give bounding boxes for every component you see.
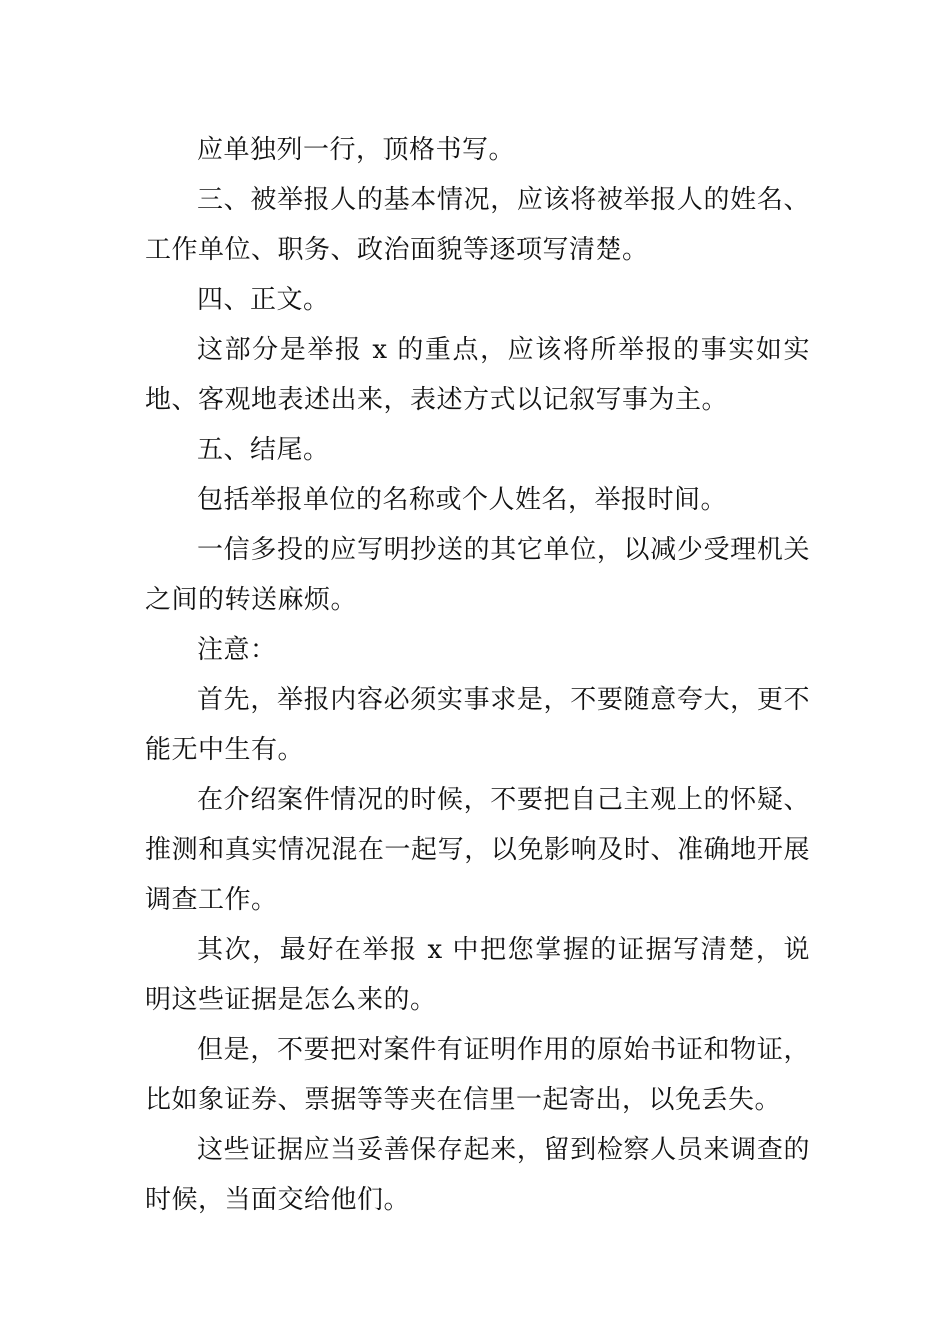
paragraph: 包括举报单位的名称或个人姓名，举报时间。 <box>197 485 728 515</box>
section-heading: 五、结尾。 <box>197 435 330 465</box>
paragraph: 首先，举报内容必须实事求是，不要随意夸大，更不能无中生有。 <box>145 685 810 765</box>
paragraph: 其次，最好在举报 x 中把您掌握的证据写清楚，说明这些证据是怎么来的。 <box>145 935 810 1015</box>
paragraph: 一信多投的应写明抄送的其它单位，以减少受理机关之间的转送麻烦。 <box>145 535 810 615</box>
paragraph: 在介绍案件情况的时候，不要把自己主观上的怀疑、推测和真实情况混在一起写，以免影响及时、准确地开展调查工作。 <box>145 785 810 915</box>
paragraph: 三、被举报人的基本情况，应该将被举报人的姓名、工作单位、职务、政治面貌等逐项写清楚。 <box>145 185 810 265</box>
section-heading: 四、正文。 <box>197 285 330 315</box>
document-body <box>145 125 810 1225</box>
note-heading: 注意： <box>197 635 277 665</box>
paragraph: 应单独列一行，顶格书写。 <box>197 135 516 165</box>
paragraph: 这部分是举报 x 的重点，应该将所举报的事实如实地、客观地表述出来，表述方式以记叙写事为主。 <box>145 335 810 415</box>
paragraph: 但是，不要把对案件有证明作用的原始书证和物证，比如象证券、票据等等夹在信里一起寄出，以免丢失。 <box>145 1035 810 1115</box>
paragraph: 这些证据应当妥善保存起来，留到检察人员来调查的时候，当面交给他们。 <box>145 1135 810 1215</box>
